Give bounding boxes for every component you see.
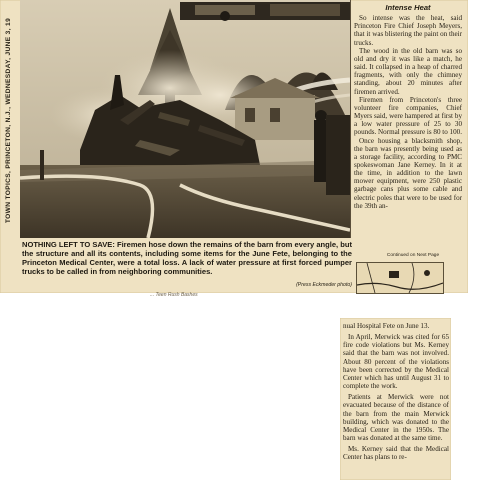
continuation-paragraph: Patients at Merwick were not evacuated because of the distance of the barn from the main Merwick building, which was donated to the Medical Center in the 1950s. The barn was donated at the same time. xyxy=(343,393,449,443)
photo-caption xyxy=(22,241,352,277)
continued-notice: Continued on Next Page xyxy=(386,253,440,258)
article-subheading: Intense Heat xyxy=(385,3,431,12)
article-paragraph: Firemen from Princeton's three volunteer fire companies, Chief Myers said, were hampered at first by a low water pressure of 25 to 30 pounds. Normal pressure is 80 to 100. xyxy=(354,95,462,137)
dateline xyxy=(1,2,17,238)
fire-photo xyxy=(20,0,351,238)
photo-credit: (Press Eckmeder photo) xyxy=(296,282,352,288)
continuation-paragraph: In April, Merwick was cited for 65 fire code violations but Ms. Kerney said that the barn was not involved. About 80 percent of the violations have been corrected by the Medical Center which has until August 31 to complete the work. xyxy=(343,333,449,391)
continuation-paragraph: nual Hospital Fete on June 13. xyxy=(343,322,430,330)
dateline-text: TOWN TOPICS, PRINCETON, N.J., WEDNESDAY, JUNE 3, 19 xyxy=(5,17,13,223)
continuation-paragraph: Ms. Kerney said that the Medical Center has plans to re- xyxy=(343,445,449,462)
article-column xyxy=(354,4,462,210)
caption-lead: NOTHING LEFT TO SAVE: xyxy=(22,240,115,249)
continuation-column xyxy=(343,322,449,465)
caption-body: Firemen hose down the remains of the barn from every angle, but the structure and all its contents, including some items for the June Fete, belonging to the Princeton Medical Center, were a total loss. A lack of water pressure at first forced pumper trucks to be called in from neighboring communities. xyxy=(22,240,352,276)
map-graphic xyxy=(357,263,443,293)
cut-off-text: ... Teen Rush Bashes xyxy=(150,292,198,298)
article-paragraph: Once housing a blacksmith shop, the barn was presently being used as a storage facility, according to PMC spokeswoman Jane Kerney. In it at the time, in addition to the lawn mower equipment, were 250 plastic garbage cans plus some cable and electric poles that were to be used for the 39th an- xyxy=(354,136,462,210)
fire-photo-image xyxy=(20,0,350,238)
location-map xyxy=(356,262,444,294)
article-paragraph: The wood in the old barn was so old and dry it was like a match, he said. It collapsed in a heap of charred fragments, with only the chimney standing, about 20 minutes after firemen arrived. xyxy=(354,46,462,96)
article-paragraph: So intense was the heat, said Princeton Fire Chief Joseph Meyers, that it was blistering the paint on their trucks. xyxy=(354,14,462,47)
